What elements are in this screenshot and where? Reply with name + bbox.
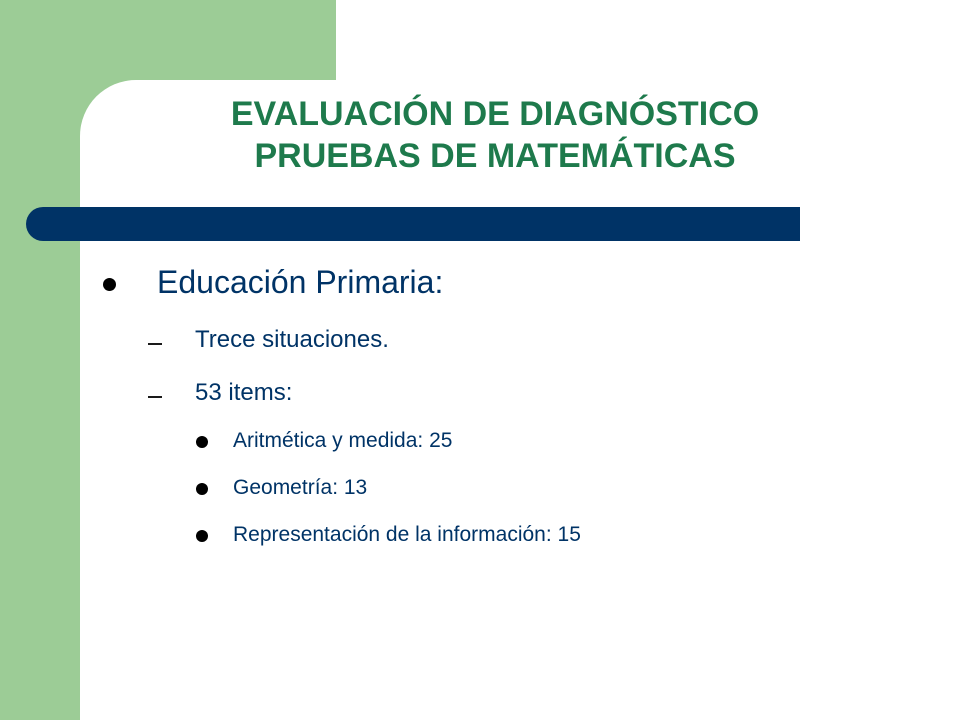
bullet-dot-icon	[196, 530, 208, 542]
slide-title	[80, 93, 910, 177]
title-line-2: PRUEBAS DE MATEMÁTICAS	[254, 137, 736, 175]
bullet-educacion-primaria: Educación Primaria:	[157, 264, 444, 300]
sub-sub-item-geometria: Geometría: 13	[233, 476, 368, 499]
bullet-dot-icon	[196, 483, 208, 495]
dash-icon	[148, 396, 162, 398]
sub-sub-item-aritmetica: Aritmética y medida: 25	[233, 429, 453, 452]
title-line-1: EVALUACIÓN DE DIAGNÓSTICO	[230, 95, 760, 133]
sub-item-53-items: 53 items:	[195, 379, 293, 406]
title-divider-bar	[26, 207, 800, 241]
bullet-dot-icon	[103, 278, 116, 291]
bullet-dot-icon	[196, 436, 208, 448]
sub-item-trece-situaciones: Trece situaciones.	[195, 326, 389, 353]
dash-icon	[148, 343, 162, 345]
sub-sub-item-representacion: Representación de la información: 15	[233, 523, 581, 546]
